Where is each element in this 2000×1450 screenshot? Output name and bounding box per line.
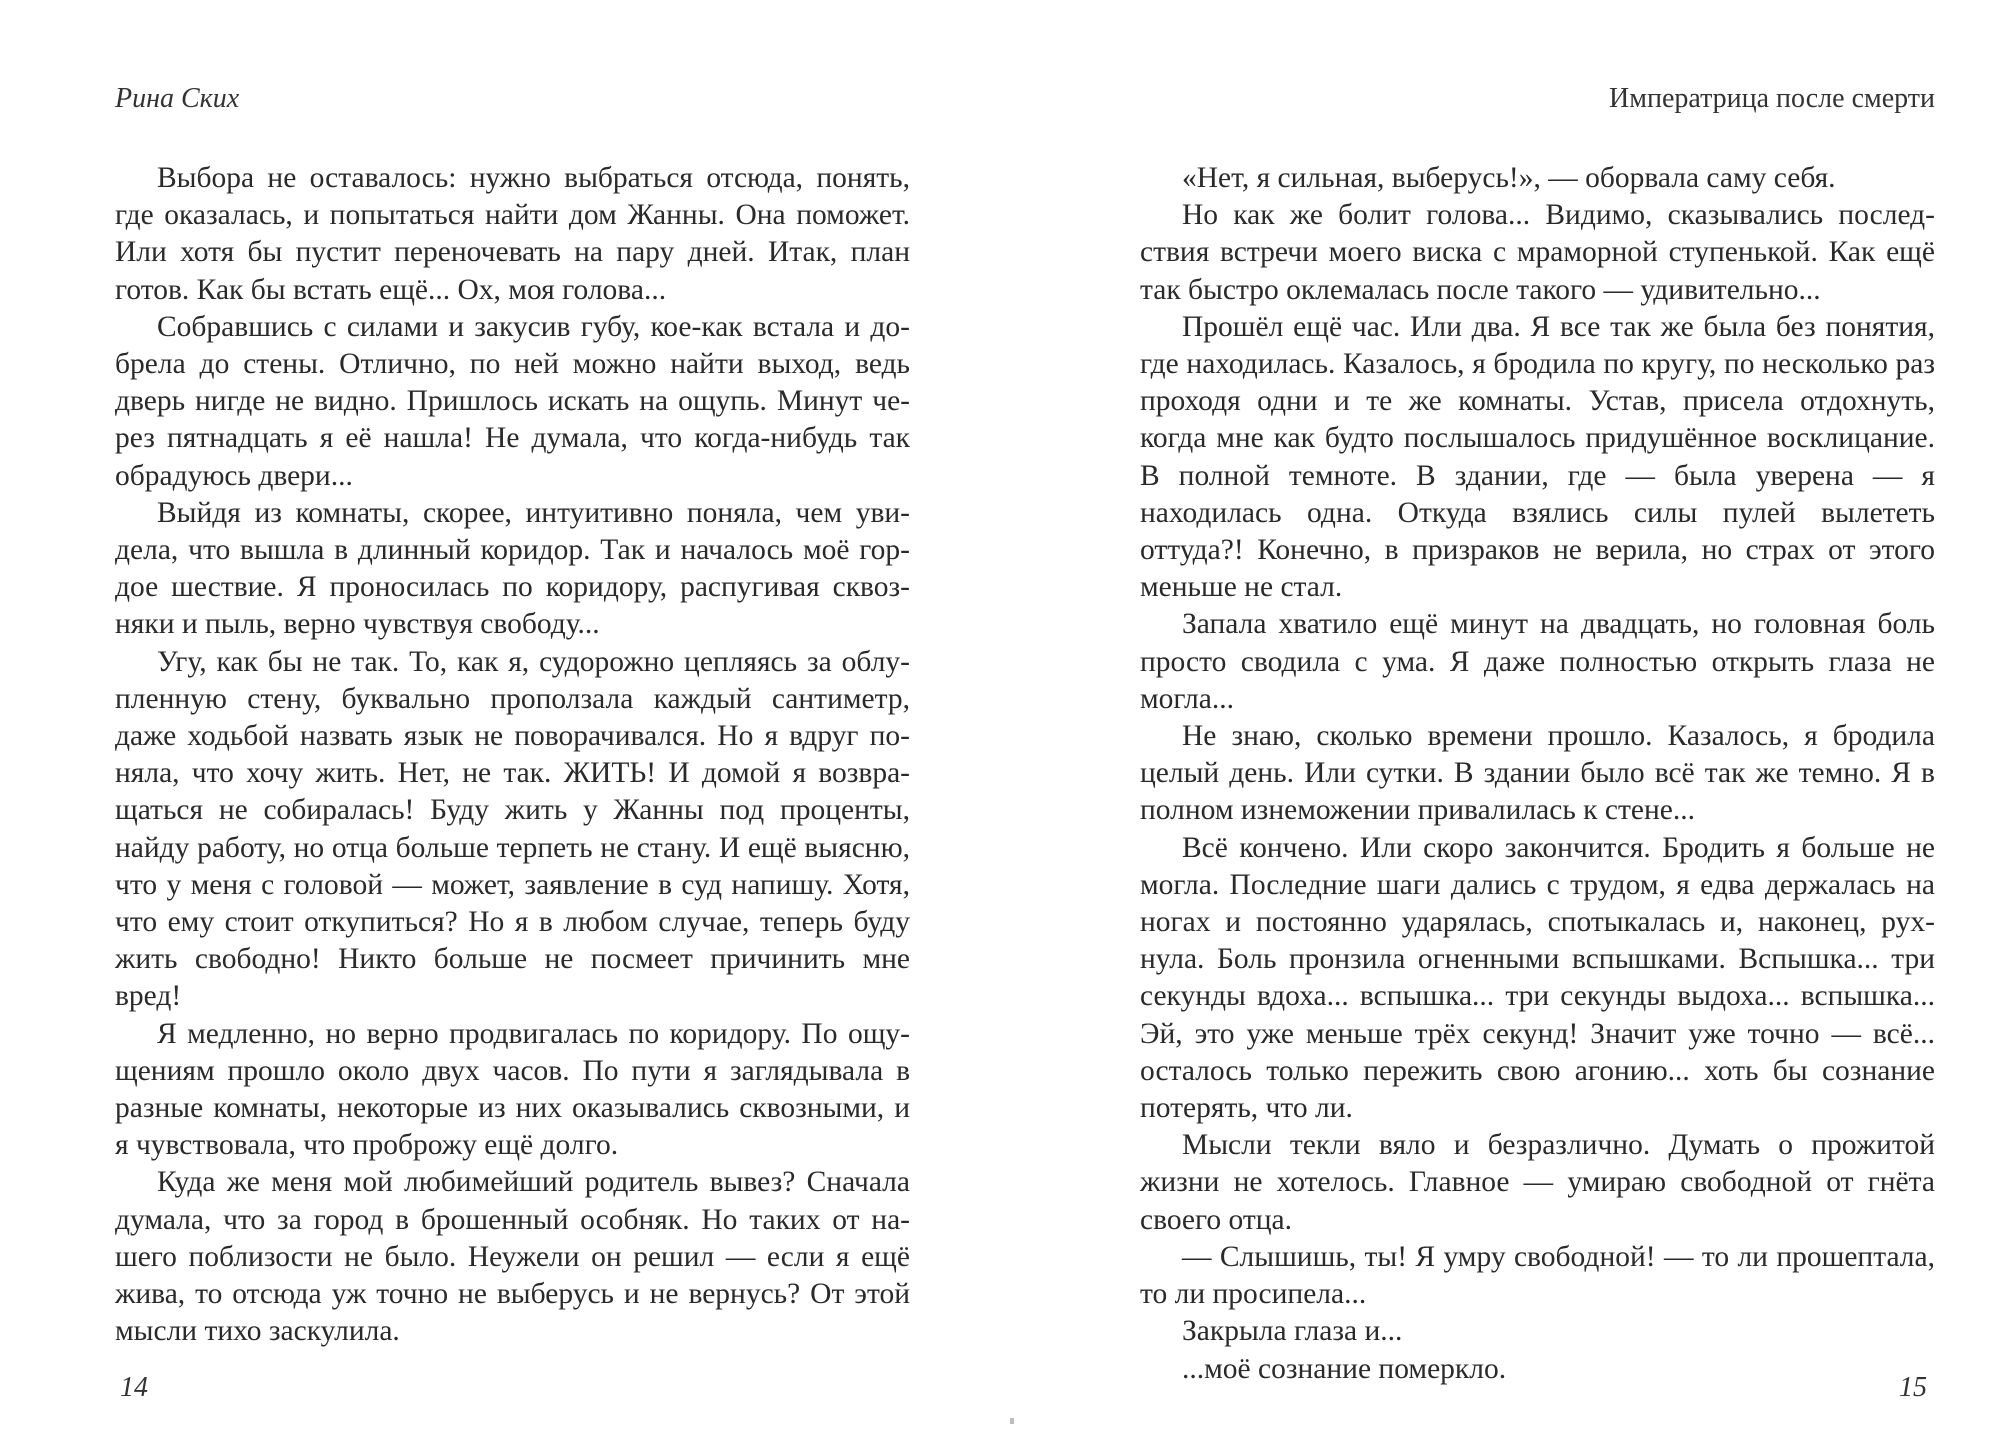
page-number: 14	[120, 1372, 148, 1403]
paragraph: Мысли текли вяло и безразлично. Думать о прожитой жизни не хотелось. Главное — умираю свободной от гнёта своего отца.	[1140, 1129, 1935, 1236]
paragraph: Запала хватило ещё минут на двадцать, но головная боль просто сводила с ума. Я даже полностью открыть глаза не могла...	[1140, 608, 1935, 715]
right-page-text	[1140, 160, 1935, 1388]
paragraph: Не знаю, сколько времени прошло. Казалось, я бродила целый день. Или сутки. В здании было всё так же темно. Я в полном изнеможении привалилась к стене...	[1140, 720, 1935, 827]
left-page-text	[115, 160, 910, 1351]
paragraph: Собравшись с силами и закусив губу, кое-как встала и добрела до стены. Отлично, по ней можно найти выход, ведь дверь нигде не видно. Пришлось искать на ощупь. Минут через пятнадцать я её нашла! Не думала, что когда-нибудь так обрадуюсь двери...	[115, 310, 910, 492]
paragraph: «Нет, я сильная, выберусь!», — оборвала саму себя.	[1182, 162, 1836, 194]
page-number: 15	[1899, 1372, 1927, 1403]
paragraph: Прошёл ещё час. Или два. Я все так же была без понятия, где находилась. Казалось, я бродила по кругу, по несколько раз проходя одни и те же комнаты. Устав, присела отдохнуть, когда мне как будто послышалось придушённое восклицание. В полной темноте. В здании, где — была уверена — я находилась одна. Откуда взялись силы пулей вылететь оттуда?! Конечно, в призраков не верила, но страх от этого меньше не стал.	[1140, 310, 1935, 604]
paragraph: Я медленно, но верно продвигалась по коридору. По ощущениям прошло около двух часов. По пути я заглядывала в разные комнаты, некоторые из них оказывались сквозными, и я чувствовала, что проброжу ещё долго.	[115, 1017, 910, 1162]
paragraph: Угу, как бы не так. То, как я, судорожно цепляясь за облупленную стену, буквально проползала каждый сантиметр, даже ходьбой назвать язык не поворачивался. Но я вдруг поняла, что хочу жить. Нет, не так. ЖИТЬ! И домой я возвращаться не собиралась! Буду жить у Жанны под проценты, найду работу, но отца больше терпеть не стану. И ещё выясню, что у меня с головой — может, заявление в суд напишу. Хотя, что ему стоит откупиться? Но я в любом случае, теперь буду жить свободно! Никто больше не посмеет причинить мне вред!	[115, 645, 910, 1013]
paragraph: Всё кончено. Или скоро закончится. Бродить я больше не могла. Последние шаги дались с трудом, я едва держалась на ногах и постоянно ударялась, спотыкалась и, наконец, рухнула. Боль пронзила огненными вспышками. Вспышка... три секунды вдоха... вспышка... три секунды выдоха... вспышка... Эй, это уже меньше трёх секунд! Значит уже точно — всё... осталось только пережить свою агонию... хоть бы сознание потерять, что ли.	[1140, 831, 1935, 1125]
paragraph: ...моё сознание померкло.	[1182, 1352, 1507, 1385]
gutter-mark	[1010, 1418, 1014, 1424]
paragraph: Закрыла глаза и...	[1182, 1315, 1403, 1348]
right-page	[1140, 0, 1935, 1450]
running-head-title: Императрица после смерти	[1609, 83, 1935, 114]
paragraph: — Слышишь, ты! Я умру свободной! — то ли прошептала, то ли просипела...	[1140, 1240, 1935, 1311]
paragraph: Выбора не оставалось: нужно выбраться отсюда, понять, где оказалась, и попытаться найти дом Жанны. Она поможет. Или хотя бы пустит переночевать на пару дней. Итак, план готов. Как бы встать ещё... Ох, моя голова...	[115, 162, 910, 306]
left-page	[115, 0, 910, 1450]
running-head-author: Рина Ских	[115, 83, 240, 114]
paragraph: Выйдя из комнаты, скорее, интуитивно поняла, чем увидела, что вышла в длинный коридор. Так и началось моё гордое шествие. Я проносилась по коридору, распугивая сквозняки и пыль, верно чувствуя свободу...	[115, 496, 910, 641]
paragraph: Куда же меня мой любимейший родитель вывез? Сначала думала, что за город в брошенный особняк. Но таких от нашего поблизости не было. Неужели он решил — если я ещё жива, то отсюда уж точно не выберусь и не вернусь? От этой мысли тихо заскулила.	[115, 1166, 910, 1348]
paragraph: Но как же болит голова... Видимо, сказывались последствия встречи моего виска с мраморной ступенькой. Как ещё так быстро оклемалась после такого — удивительно...	[1140, 199, 1935, 306]
